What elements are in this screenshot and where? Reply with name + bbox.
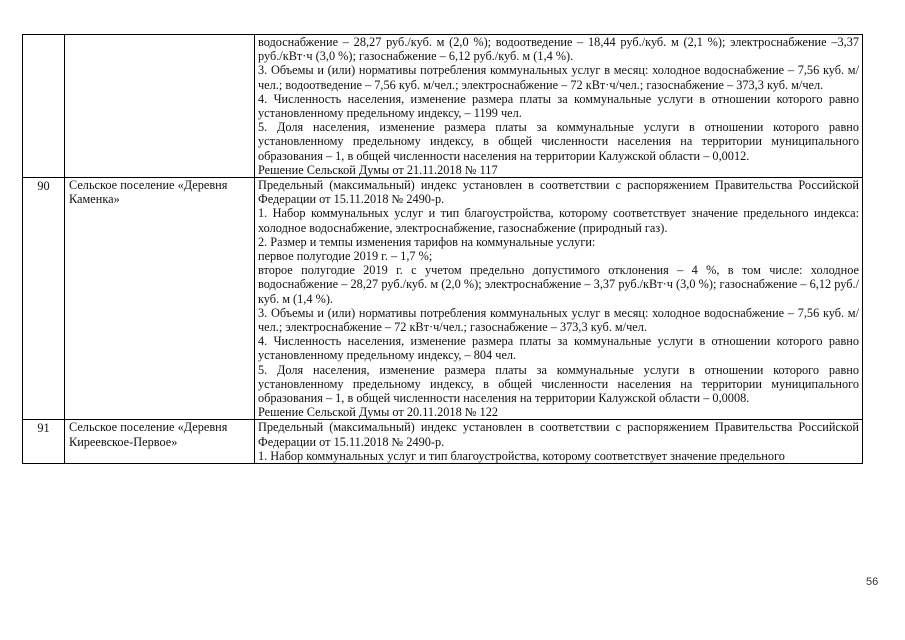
row-details	[255, 178, 863, 420]
row-details	[255, 420, 863, 464]
paragraph: 2. Размер и темпы изменения тарифов на коммунальные услуги:	[258, 234, 596, 249]
row-number: 91	[23, 420, 65, 464]
paragraph: 5. Доля населения, изменение размера платы за коммунальные услуги в отношении которого равно установленному предельному индексу, в общей численности населения на территории муниципального образования – 1, в общей численности населения на территории Калужской области – 0,0008.	[258, 362, 859, 406]
municipality-name: Сельское поселение «Деревня Киреевское-Первое»	[65, 420, 255, 464]
table-row	[23, 35, 863, 178]
paragraph: 3. Объемы и (или) нормативы потребления коммунальных услуг в месяц: холодное водоснабжение – 7,56 куб. м/чел.; электроснабжение – 72 кВт·ч/чел.; газоснабжение – 373,3 куб. м/чел.	[258, 305, 859, 335]
row-details	[255, 35, 863, 178]
paragraph: 4. Численность населения, изменение размера платы за коммунальные услуги в отношении которого равно установленному предельному индексу, – 804 чел.	[258, 334, 859, 363]
municipality-name	[65, 35, 255, 178]
paragraph: водоснабжение – 28,27 руб./куб. м (2,0 %); водоотведение – 18,44 руб./куб. м (2,1 %); электроснабжение –3,37 руб./кВт·ч (3,0 %); газоснабжение – 6,12 руб./куб. м (1,4 %).	[258, 35, 859, 64]
paragraph: 4. Численность населения, изменение размера платы за коммунальные услуги в отношении которого равно установленному предельному индексу, – 1199 чел.	[258, 91, 859, 121]
page-number: 56	[866, 576, 879, 588]
decision-reference: Решение Сельской Думы от 21.11.2018 № 117	[258, 162, 498, 177]
paragraph: 5. Доля населения, изменение размера платы за коммунальные услуги в отношении которого равно установленному предельному индексу, в общей численности населения на территории муниципального образования – 1, в общей численности населения на территории Калужской области – 0,0012.	[258, 120, 859, 163]
paragraph: 1. Набор коммунальных услуг и тип благоустройства, которому соответствует значение предельного индекса: холодное водоснабжение, электроснабжение, газоснабжение (природный газ).	[258, 206, 859, 235]
paragraph: второе полугодие 2019 г. с учетом предельно допустимого отклонения – 4 %, в том числе: холодное водоснабжение – 28,27 руб./куб. м (2,0 %); электроснабжение – 3,37 руб./кВт·ч (3,0 %); газоснабжение – 6,12 руб./куб. м (1,4 %).	[258, 263, 859, 306]
row-number: 90	[23, 178, 65, 420]
paragraph: Предельный (максимальный) индекс установлен в соответствии с распоряжением Правительства Российской Федерации от 15.11.2018 № 2490-р.	[258, 420, 859, 449]
municipality-name: Сельское поселение «Деревня Каменка»	[65, 178, 255, 420]
municipal-tariff-table	[22, 34, 863, 464]
row-number	[23, 35, 65, 178]
table-row	[23, 178, 863, 420]
paragraph: 1. Набор коммунальных услуг и тип благоустройства, которому соответствует значение предельного	[258, 448, 785, 463]
paragraph: 3. Объемы и (или) нормативы потребления коммунальных услуг в месяц: холодное водоснабжение – 7,56 куб. м/чел.; водоотведение – 7,56 куб. м/чел.; электроснабжение – 72 кВт·ч/чел.; газоснабжение – 373,3 куб. м/чел.	[258, 63, 859, 92]
decision-reference: Решение Сельской Думы от 20.11.2018 № 122	[258, 405, 499, 420]
paragraph: Предельный (максимальный) индекс установлен в соответствии с распоряжением Правительства Российской Федерации от 15.11.2018 № 2490-р.	[258, 178, 859, 207]
paragraph: первое полугодие 2019 г. – 1,7 %;	[258, 249, 433, 264]
table-row	[23, 420, 863, 464]
